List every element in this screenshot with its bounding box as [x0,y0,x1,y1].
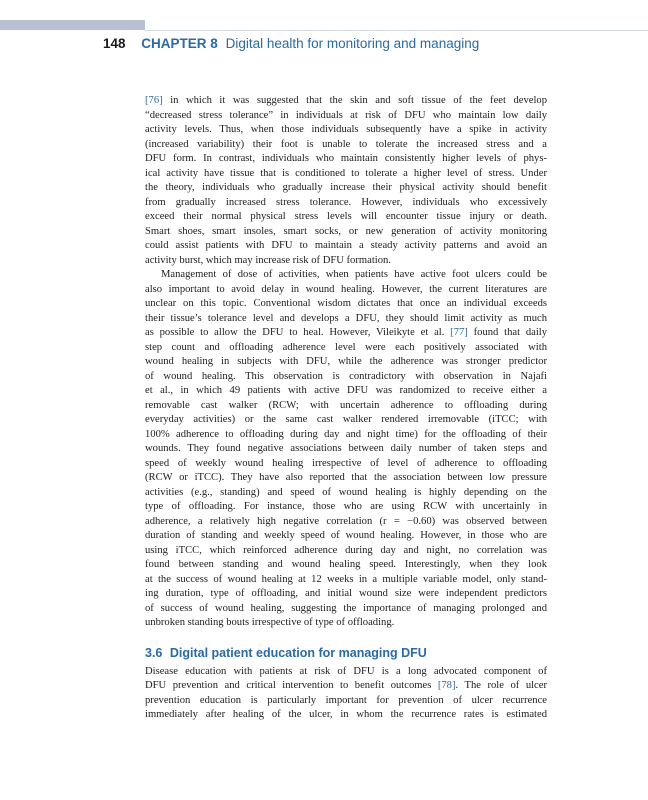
text-line: ing duration, type of offloading, and initial wound size were independent predictors [145,588,547,599]
header-rule [145,30,648,31]
header-color-bar [0,20,145,30]
chapter-label: CHAPTER 8 [141,36,218,51]
text-line: 100% adherence to offloading during day and night time) for the offloading of their [145,428,547,440]
text-line: everyday activities) or the same cast walker rendered irremovable (iTCC; with [145,414,547,425]
paragraph-2 [145,268,547,631]
text-line: (increased variability) their foot is unable to tolerate the increased stress and a [145,138,547,150]
text-line [145,679,547,694]
text-line: unclear on this topic. Conventional wisdom dictates that once an individual exceeds [145,298,547,309]
text-line: speed of weekly wound healing irrespective of level of adherence to offloading [145,457,547,469]
text-line: at the success of wound healing at 12 weeks in a multiple variable model, only stand- [145,573,547,585]
text-line: wounds. They found negative associations between daily number of taken steps and [145,443,547,454]
text-line: Management of dose of activities, when patients have active foot ulcers could be [161,269,547,280]
text-line: ical activity have tissue that is conditioned to tolerate a higher level of stress. Under [145,167,547,179]
paragraph-3 [145,665,547,723]
text-line: activity burst, which may increase risk of DFU formation. [145,254,391,266]
text-line [145,94,547,109]
citation-link[interactable]: [77] [450,327,468,338]
text-line: prevention education is particularly important for prevention of ulcer recurrence [145,694,547,706]
text-line: found between standing and wound healing speed. Interestingly, when they look [145,559,547,570]
text-line: activity levels. Thus, when those individuals subsequently have a spike in activity [145,124,547,135]
page-number: 148 [103,36,126,51]
text-line: the theory, individuals who gradually increase their physical activity should benefit [145,182,547,193]
text-line: activities (e.g., standing) and speed of wound healing is highly depending on the [145,486,547,498]
body-text [145,94,547,723]
section-title: Digital patient education for managing DFU [169,645,427,660]
citation-link[interactable]: [76] [145,95,163,106]
text-line: of wound healing. This observation is contradictory with observation in Najafi [145,370,547,382]
text-line: type of offloading. For instance, those who are using RCW with uncertainly in [145,501,547,512]
text-line: Disease education with patients at risk of DFU is a long advocated component of [145,665,547,677]
text-line: duration of standing and weekly speed of wound healing. However, in those who are [145,530,547,541]
text-line: their tissue’s tolerance level and develops a DFU, they should limit activity as much [145,312,547,324]
text-line: (RCW or iTCC). They have also reported that the association between low pressure [145,472,547,483]
text-line: using iTCC, which reinforced adherence during day and night, no correlation was [145,544,547,556]
text-line: from gradually increased stress tolerance. However, individuals who excessively [145,196,547,208]
text-line: also important to avoid delay in wound healing. However, the current literatures are [145,283,547,295]
text-span: found that daily [467,327,548,338]
text-line: “decreased stress tolerance” in individuals at risk of DFU who maintain low daily [145,109,547,121]
text-line: DFU form. In contrast, individuals who maintain consistently higher levels of phys- [145,153,547,164]
text-line: removable cast walker (RCW; with uncertain adherence to offloading during [145,399,547,411]
text-span: DFU prevention and critical intervention to benefit outcomes [145,680,438,691]
text-line: step count and offloading adherence level were each positively associated with [145,341,547,353]
section-heading [145,645,547,661]
section-number: 3.6 [145,645,163,660]
text-line: et al., in which 49 patients with active DFU was randomized to receive either a [145,385,547,396]
text-line: immediately after healing of the ulcer, in whom the recurrence rates is estimated [145,709,547,720]
text-span: in which it was suggested that the skin and soft tissue of the feet develop [162,95,547,106]
text-line: adherence, a relatively high negative correlation (r = −0.60) was observed between [145,515,547,527]
text-span: as possible to allow the DFU to heal. However, Vileikyte et al. [145,327,451,338]
text-line: Smart shoes, smart insoles, smart socks, or new generation of activity monitoring [145,225,547,237]
text-line: wound healing in subjects with DFU, while the adherence was stronger predictor [145,356,547,367]
text-span: . The role of ulcer [455,680,547,691]
paragraph-1 [145,94,547,268]
text-line: of success of wound healing, suggesting the importance of managing prolonged and [145,602,547,614]
text-line [145,326,547,341]
text-line: exceed their normal physical stress levels will encounter tissue injury or death. [145,211,547,222]
text-line: unbroken standing bouts irrespective of type of offloading. [145,617,395,628]
citation-link[interactable]: [78] [437,680,456,691]
chapter-title: Digital health for monitoring and managing [225,36,480,51]
running-header [103,36,479,52]
text-line: could assist patients with DFU to maintain a steady activity patterns and avoid an [145,240,547,251]
